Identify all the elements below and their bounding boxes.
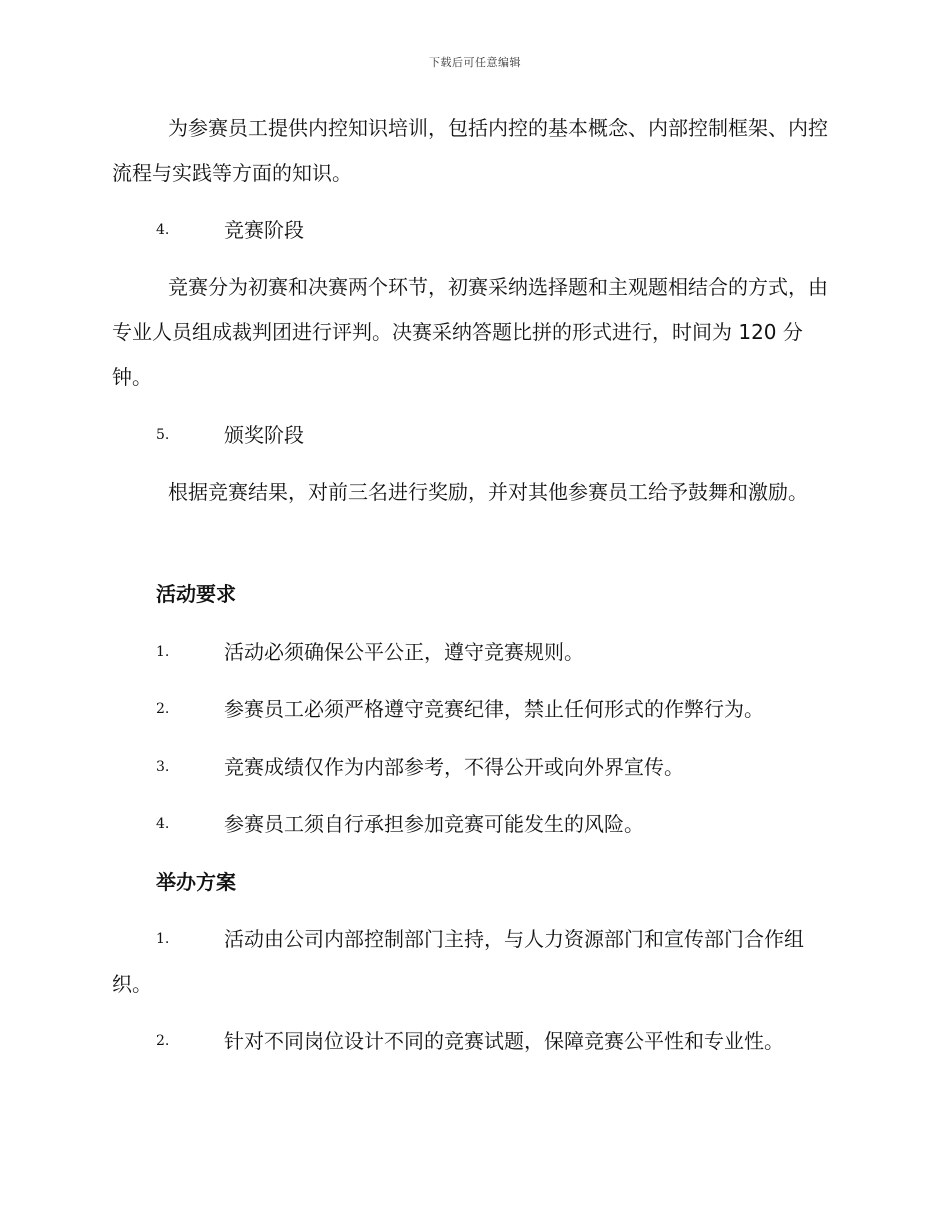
intro-paragraph: 为参赛员工提供内控知识培训，包括内控的基本概念、内部控制框架、内控流程与实践等方面的知识。 — [112, 116, 828, 185]
stage-4-heading — [112, 208, 842, 253]
requirement-text: 竞赛成绩仅作为内部参考，不得公开或向外界宣传。 — [224, 755, 684, 779]
stage-5-number: 5. — [156, 427, 170, 443]
requirement-item — [112, 802, 842, 847]
requirement-item — [112, 687, 842, 732]
stage-5-paragraph: 根据竞赛结果，对前三名进行奖励，并对其他参赛员工给予鼓舞和激励。 — [168, 480, 808, 504]
plan-number: 2. — [156, 1033, 170, 1049]
page-header: 下载后可任意编辑 — [429, 56, 521, 69]
stage-4-paragraph: 竞赛分为初赛和决赛两个环节，初赛采纳选择题和主观题相结合的方式，由专业人员组成裁判团进行评判。决赛采纳答题比拼的形式进行，时间为 120 分钟。 — [112, 275, 828, 389]
plan-item — [112, 917, 842, 1007]
stage-5-heading — [112, 413, 842, 458]
requirement-text: 参赛员工须自行承担参加竞赛可能发生的风险。 — [224, 812, 644, 836]
requirement-number: 4. — [156, 816, 170, 832]
plan-heading: 举办方案 — [156, 870, 236, 894]
plan-text: 针对不同岗位设计不同的竞赛试题，保障竞赛公平性和专业性。 — [224, 1029, 784, 1053]
stage-4-number: 4. — [156, 222, 170, 238]
stage-5-title: 颁奖阶段 — [224, 423, 304, 447]
requirement-number: 3. — [156, 759, 170, 775]
requirement-text: 活动必须确保公平公正，遵守竞赛规则。 — [224, 640, 584, 664]
requirement-text: 参赛员工必须严格遵守竞赛纪律，禁止任何形式的作弊行为。 — [224, 697, 764, 721]
requirement-number: 2. — [156, 701, 170, 717]
requirement-item — [112, 745, 842, 790]
plan-text: 活动由公司内部控制部门主持，与人力资源部门和宣传部门合作组织。 — [112, 927, 804, 996]
requirement-number: 1. — [156, 644, 170, 660]
stage-4-title: 竞赛阶段 — [224, 218, 304, 242]
requirements-heading: 活动要求 — [156, 582, 236, 606]
plan-number: 1. — [156, 931, 170, 947]
requirement-item — [112, 630, 842, 675]
plan-item — [112, 1019, 842, 1064]
